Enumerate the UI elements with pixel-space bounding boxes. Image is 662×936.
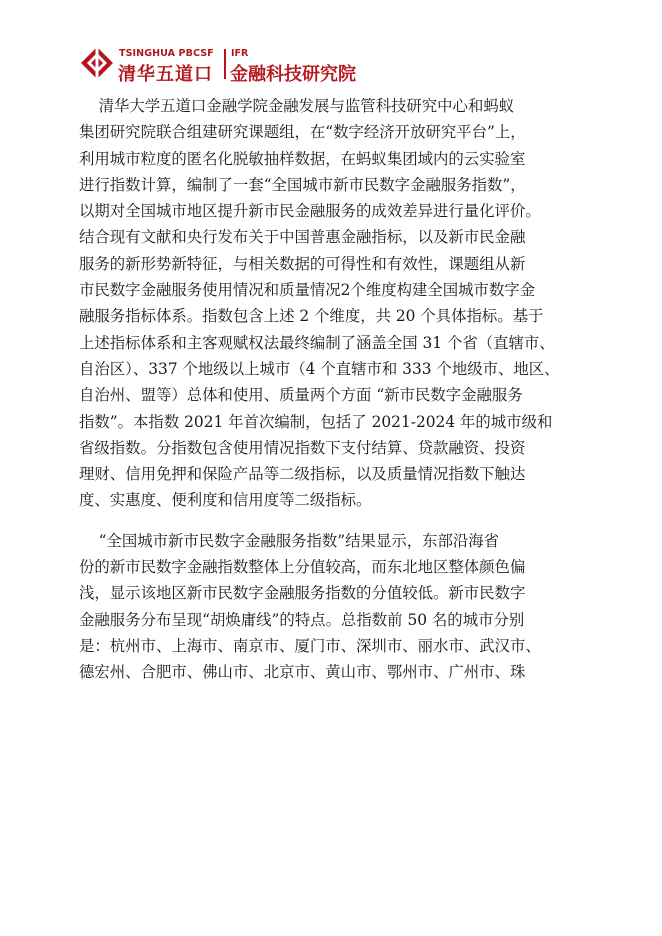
paragraph-2: [79, 528, 587, 686]
text-line: 上述指标体系和主客观赋权法最终编制了涵盖全国 31 个省（直辖市、: [79, 333, 555, 352]
text-line: 以期对全国城市地区提升新市民金融服务的成效差异进行量化评价。: [79, 202, 541, 221]
text-line: 自治州、盟等）总体和使用、质量两个方面 “新市民数字金融服务: [79, 386, 523, 405]
header-divider: [224, 49, 226, 79]
text-line: “全国城市新市民数字金融服务指数”结果显示，东部沿海省: [79, 531, 500, 550]
page-header: [80, 44, 380, 84]
text-line: 理财、信用免押和保险产品等二级指标，以及质量情况指数下触达: [79, 465, 526, 484]
text-line: 度、实惠度、便利度和信用度等二级指标。: [79, 491, 372, 510]
text-line: 市民数字金融服务使用情况和质量情况2个维度构建全国城市数字金: [79, 281, 536, 300]
text-line: 服务的新形势新特征，与相关数据的可得性和有效性，课题组从新: [79, 254, 526, 273]
text-line: 份的新市民数字金融指数整体上分值较高，而东北地区整体颜色偏: [79, 558, 526, 577]
ifr-label: IFR: [231, 48, 249, 59]
ifr-institute-name: 金融科技研究院: [230, 64, 356, 85]
text-line: 进行指数计算，编制了一套“全国城市新市民数字金融服务指数”，: [79, 175, 526, 194]
document-body: [79, 93, 587, 686]
text-line: 融服务指标体系。指数包含上述 2 个维度，共 20 个具体指标。基于: [79, 307, 544, 326]
brand-chinese-name: 清华五道口: [118, 64, 213, 85]
brand-english-name: TSINGHUA PBCSF: [119, 48, 214, 59]
text-line: 利用城市粒度的匿名化脱敏抽样数据，在蚂蚁集团域内的云实验室: [79, 149, 526, 168]
text-line: 省级指数。分指数包含使用情况指数下支付结算、贷款融资、投资: [79, 438, 526, 457]
text-line: 清华大学五道口金融学院金融发展与监管科技研究中心和蚂蚁: [79, 97, 515, 115]
text-line: 德宏州、合肥市、佛山市、北京市、黄山市、鄂州市、广州市、珠: [79, 663, 526, 682]
paragraph-1: [79, 93, 587, 514]
tsinghua-pbcsf-logo-icon: [80, 46, 114, 80]
text-line: 集团研究院联合组建研究课题组，在“数字经济开放研究平台”上，: [79, 123, 526, 142]
text-line: 金融服务分布呈现“胡焕庸线”的特点。总指数前 50 名的城市分别: [79, 610, 525, 629]
text-line: 是：杭州市、上海市、南京市、厦门市、深圳市、丽水市、武汉市、: [79, 636, 541, 655]
text-line: 自治区）、337 个地级以上城市（4 个直辖市和 333 个地级市、地区、: [79, 359, 560, 378]
text-line: 浅，显示该地区新市民数字金融服务指数的分值较低。新市民数字: [79, 584, 526, 603]
text-line: 指数”。本指数 2021 年首次编制，包括了 2021-2024 年的城市级和: [79, 412, 553, 431]
text-line: 结合现有文献和央行发布关于中国普惠金融指标，以及新市民金融: [79, 228, 526, 247]
